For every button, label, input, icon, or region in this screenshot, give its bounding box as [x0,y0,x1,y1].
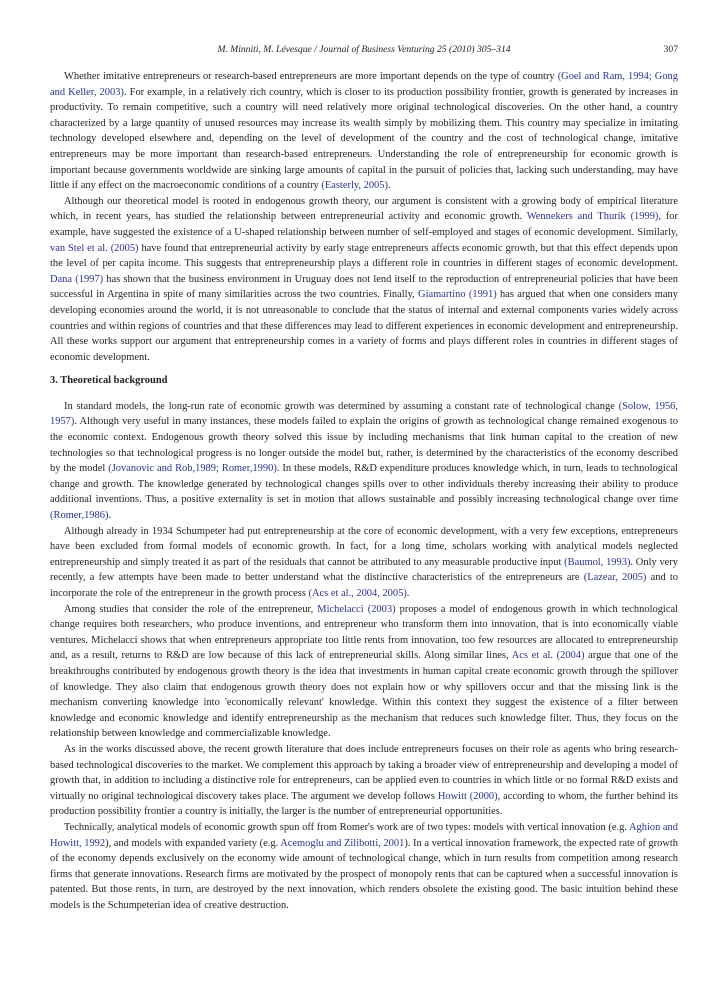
citation-link[interactable]: (Lazear, 2005) [583,572,647,584]
intro-paragraphs [50,69,678,365]
citation-link[interactable]: Howitt (2000) [437,790,498,802]
text-run: . [387,180,391,192]
citation-link[interactable]: van Stel et al. (2005) [50,242,139,254]
text-run: , for example, have suggested the existence of a U-shaped relationship between number of self-employed and stages of economic development. Similarly, [50,211,679,238]
text-run: In standard models, the long-run rate of economic growth was determined by assuming a constant rate of technological change [64,400,619,412]
text-run: Although already in 1934 Schumpeter had put entrepreneurship at the core of economic development, with a very few exceptions, entrepreneurs have been excluded from formal models of economic growth. In fact, for a long time, scholars working with analytical models neglected entrepreneurship and simply treated it as part of the residuals that cannot be attributed to any measurable productive input [50,525,678,568]
text-run: ). In a vertical innovation framework, the expected rate of growth of the economy depends exclusively on the economy wide amount of technological change, which in turn results from competition among research firms that generate innovations. Research firms are motivated by the prospect of monopoly rents that can be captured when a successful innovation is patented. But those rents, in turn, are destroyed by the next innovation, which renders obsolete the existing good. The basic intuition behind these models is the Schumpeterian idea of creative destruction. [50,837,678,911]
citation-link[interactable]: (Romer,1986) [50,510,109,522]
citation-link[interactable]: (Jovanovic and Rob,1989; Romer,1990) [108,463,277,475]
text-run: . For example, in a relatively rich country, which is closer to its production possibility frontier, growth is generated by increases in productivity. To remain competitive, such a country will need relatively more original technological discoveries. On the other hand, a country characterized by a large quantity of unused resources may increase its wealth simply by mobilizing them. This country may specialize in imitating technology developed elsewhere and, depending on the level of development of the country and the cost of technological change, imitative entrepreneurs may be more important than research-based entrepreneurs. Understanding the role of entrepreneurship for economic growth is important because governments worldwide are sinking large amounts of capital in the pursuit of policies that, lacking such understanding, may have little if any effect on the macroeconomic conditions of a country [50,86,678,192]
text-run: . Only very recently, a few attempts have been made to better understand what the distinctive characteristics of the entrepreneurs are [50,556,679,584]
text-run: . Although very useful in many instances, these models failed to explain the origins of growth as technological change remained exogenous to the economic context. Endogenous growth theory solved this issue by including mechanisms that link human capital to the creation of new technologies so that technological progress is no longer outside the model but, rather, is determined by the characteristics of the economy described by the model [50,416,678,475]
text-run: Technically, analytical models of economic growth spun off from Romer's work are of two types: models with vertical innovation (e.g. [64,821,629,833]
text-run: Whether imitative entrepreneurs or research-based entrepreneurs are more important depends on the type of country [64,71,558,82]
citation-link[interactable]: Dana (1997) [50,273,104,285]
text-run: has shown that the business environment in Uruguay does not lend itself to the reproduction of entrepreneurial policies that have been successful in Argentina in spite of many similarities across the two countries. Finally, [50,273,678,301]
citation-link[interactable]: Giamartino (1991) [418,289,497,301]
text-run: have found that entrepreneurial activity by early stage entrepreneurs affects economic growth, but that this effect depends upon the level of per capita income. This suggests that entrepreneurship plays a different role in countries in different stages of economic development. [50,242,679,270]
text-run: argue that one of the breakthroughs contributed by endogenous growth theory is the idea that investments in human capital create economic growth through the spillover of knowledge. They also claim that endogenous growth theory does not explain how or why spillovers occur and that the missing link is the mechanism converting knowledge into 'economically relevant' knowledge. Within this context they suggest the existence of a filter between knowledge and economic knowledge and identify entrepreneurship as the mechanism that reduces such knowledge filter. Thus, they focus on the relationship between knowledge and commercializable knowledge. [50,650,678,740]
paragraph [50,399,678,524]
text-run: proposes a model of endogenous growth in which technological change requires both researchers, who produce inventions, and entrepreneur who transform them into innovation, that is into economically viable ventures. Michelacci shows that when entrepreneurs appropriate too little rents from innovation, too few resources are allocated to entrepreneurship and, as a result, returns to R&D are low because of this lack of entrepreneurial skills. Along similar lines, [50,603,678,662]
text-run: . [108,510,112,522]
section-paragraphs [50,399,678,914]
paragraph [50,602,678,742]
citation-link[interactable]: (Solow, 1956, 1957) [50,400,678,428]
citation-link[interactable]: (Easterly, 2005) [321,180,388,192]
citation-link[interactable]: Aghion and Howitt, 1992 [50,821,678,849]
text-run: and to incorporate the role of the entrepreneur in the growth process [50,572,678,599]
text-run: ), and models with expanded variety (e.g. [105,837,281,849]
text-run: has argued that when one considers many developing economies around the world, it is not unreasonable to conclude that the status of internal and external components varies widely across countries and within regions of countries and that these differences may lead to different experiences in economic development and entrepreneurship. All these works support our argument that entrepreneurship comes in a variety of forms and plays different roles in countries in different stages of economic development. [50,289,678,363]
section-heading: 3. Theoretical background [50,375,168,387]
citation-link[interactable]: Acs et al. (2004) [511,650,585,662]
citation-link[interactable]: (Acs et al., 2004, 2005) [308,588,407,599]
citation-link[interactable]: Wennekers and Thurik (1999) [526,211,659,223]
text-run: As in the works discussed above, the recent growth literature that does include entrepreneurs focuses on their role as agents who bring research-based technological discoveries to the market. We complement this approach by taking a broader view of entrepreneurship and developing a model of growth that, in addition to including a distinctive role for entrepreneurs, can be applied even to countries in which little or no formal R&D exists and virtually no original technological discovery takes place. The argument we develop follows [50,743,678,802]
paragraph [50,742,678,820]
citation-link[interactable]: (Baumol, 1993) [564,556,631,568]
paragraph [50,194,678,366]
page-number: 307 [663,44,678,55]
citation-link[interactable]: Michelacci (2003) [317,603,396,615]
paragraph [50,524,678,602]
paragraph [50,820,678,914]
text-run: Although our theoretical model is rooted in endogenous growth theory, our argument is consistent with a growing body of empirical literature which, in recent years, has studied the relationship between entrepreneurial activity and economic growth. [50,195,678,223]
text-run: , according to whom, the further behind its production possibility frontier a country is initially, the larger is the number of entrepreneurial opportunities. [50,790,678,818]
text-run: Among studies that consider the role of the entrepreneur, [64,603,318,615]
text-run: . In these models, R&D expenditure produces knowledge which, in turn, leads to technological change and growth. The knowledge generated by technological changes spills over to other individuals thereby increasing their ability to produce additional inventions. Thus, a positive externality is set in motion that allows sustainable and possibly increasing technological change over time [50,463,678,506]
journal-citation-line: M. Minniti, M. Lévesque / Journal of Business Venturing 25 (2010) 305–314 [217,44,511,55]
running-header [50,44,678,58]
citation-link[interactable]: Acemoglu and Zilibotti, 2001 [280,837,405,849]
text-run: . [406,588,410,599]
article-body [50,69,678,913]
paragraph [50,69,678,194]
citation-link[interactable]: (Goel and Ram, 1994; Gong and Keller, 2003) [50,71,678,98]
